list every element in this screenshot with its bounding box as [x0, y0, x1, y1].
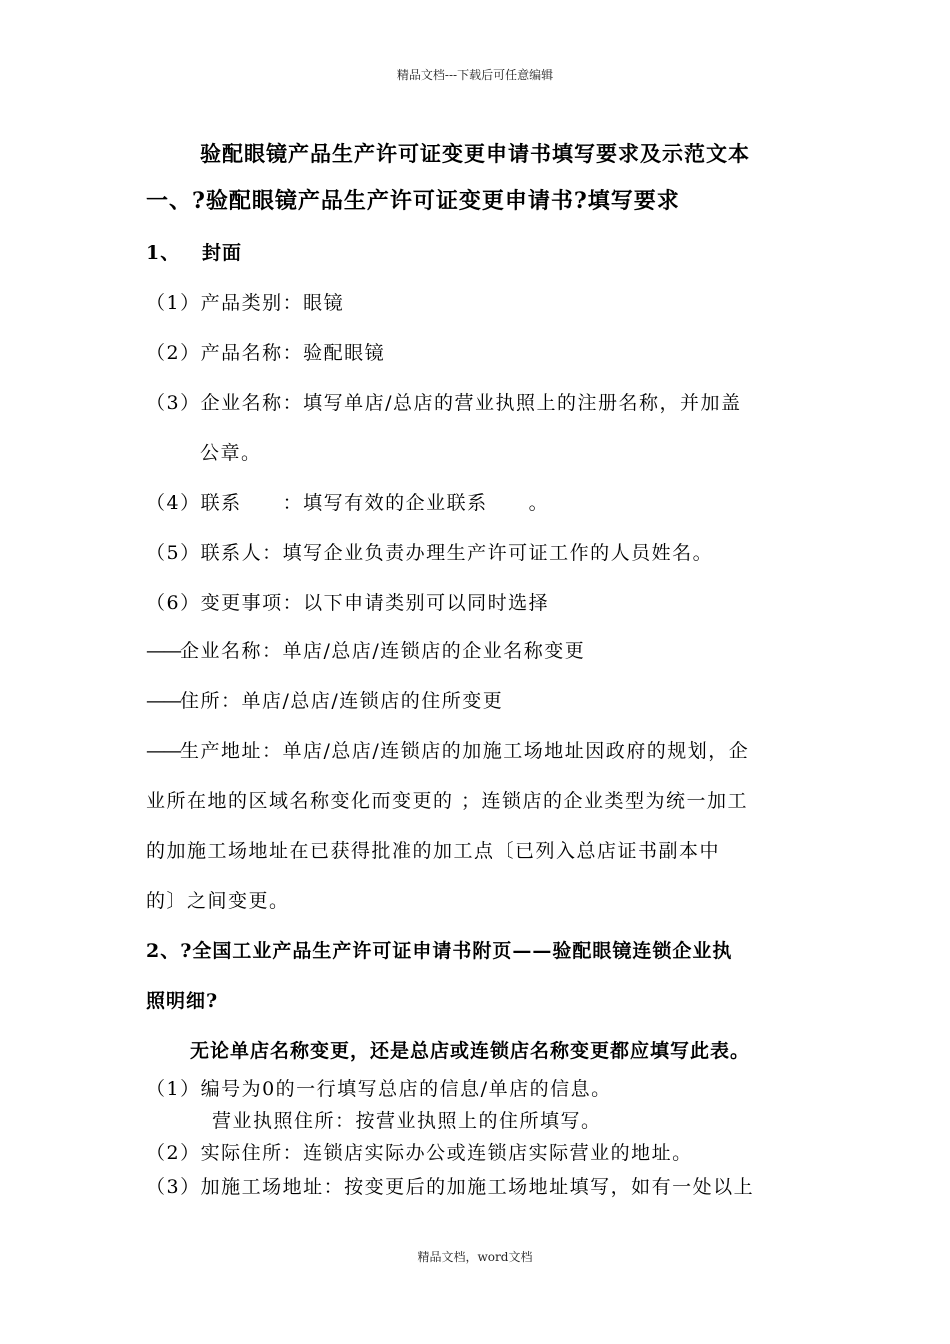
- page-footer: 精品文档，word文档: [417, 1250, 533, 1264]
- list-item: （1）产品类别：眼镜: [146, 292, 345, 314]
- list-item-sub: 营业执照住所：按营业执照上的住所填写。: [212, 1110, 602, 1132]
- list-item: （5）联系人：填写企业负责办理生产许可证工作的人员姓名。: [146, 542, 714, 564]
- subsection-heading-2: 2、?全国工业产品生产许可证申请书附页——验配眼镜连锁企业执: [146, 940, 733, 962]
- paragraph-line: 的〕之间变更。: [146, 890, 290, 912]
- list-item: （3）加施工场地址：按变更后的加施工场地址填写，如有一处以上: [146, 1176, 755, 1198]
- list-item: （2）产品名称：验配眼镜: [146, 342, 386, 364]
- list-item: （4）联系 ：填写有效的企业联系 。: [146, 492, 550, 514]
- subsection-heading-2-continuation: 照明细?: [146, 990, 219, 1012]
- paragraph-line: 业所在地的区域名称变化而变更的 ；连锁店的企业类型为统一加工: [146, 790, 749, 812]
- list-item: （6）变更事项：以下申请类别可以同时选择: [146, 592, 550, 614]
- change-item: [146, 686, 503, 713]
- change-item: [146, 736, 749, 763]
- section-heading-1: 一、?验配眼镜产品生产许可证变更申请书?填写要求: [146, 188, 680, 214]
- subsection-title-1: 封面: [202, 242, 243, 264]
- page-header: 精品文档---下载后可任意编辑: [396, 68, 554, 82]
- list-item-continuation: 公章。: [200, 442, 262, 464]
- list-item: （1）编号为0的一行填写总店的信息/单店的信息。: [146, 1078, 612, 1100]
- note-text: 无论单店名称变更，还是总店或连锁店名称变更都应填写此表。: [190, 1040, 751, 1062]
- list-item: （2）实际住所：连锁店实际办公或连锁店实际营业的地址。: [146, 1142, 693, 1164]
- change-item: [146, 636, 585, 663]
- subsection-number-1: 1、: [146, 242, 181, 264]
- document-title: 验配眼镜产品生产许可证变更申请书填写要求及示范文本: [200, 141, 750, 166]
- em-dash: ——: [146, 740, 180, 762]
- change-item-text: 住所：单店/总店/连锁店的住所变更: [180, 690, 504, 712]
- change-item-text: 生产地址：单店/总店/连锁店的加施工场地址因政府的规划，企: [180, 740, 750, 762]
- em-dash: ——: [146, 690, 180, 712]
- paragraph-line: 的加施工场地址在已获得批准的加工点〔已列入总店证书副本中: [146, 840, 721, 862]
- list-item: （3）企业名称：填写单店/总店的营业执照上的注册名称，并加盖: [146, 392, 742, 414]
- em-dash: ——: [146, 640, 180, 662]
- change-item-text: 企业名称：单店/总店/连锁店的企业名称变更: [180, 640, 586, 662]
